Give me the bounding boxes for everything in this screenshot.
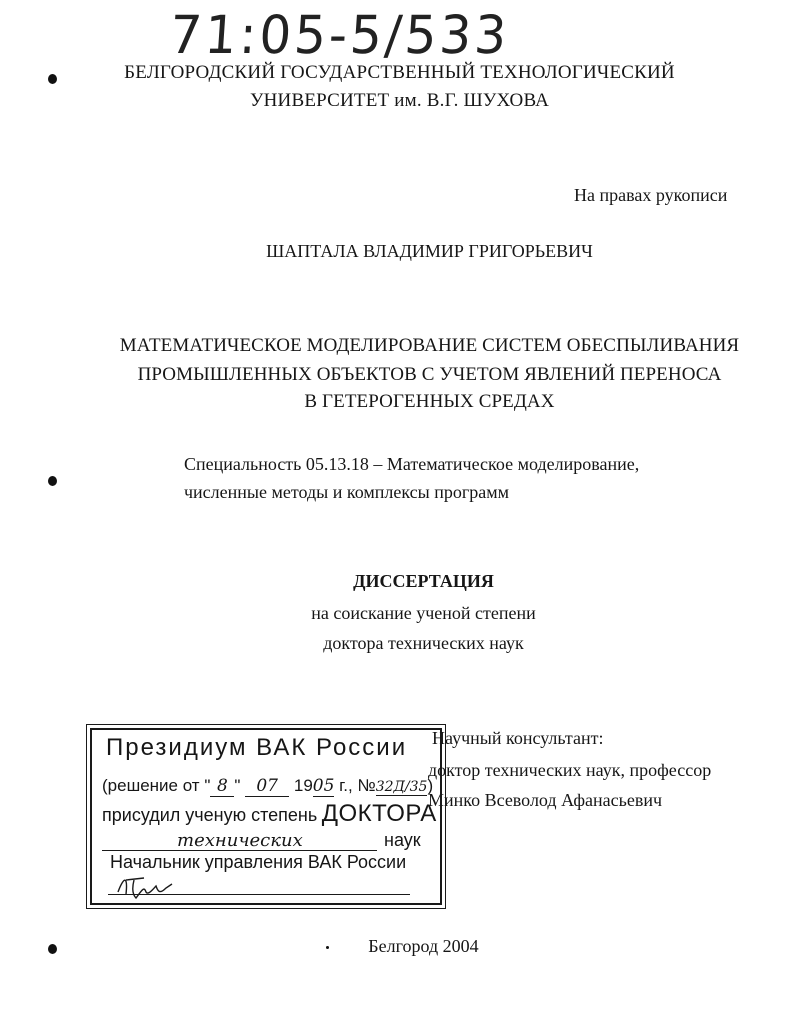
stamp-month: 07 <box>245 776 289 797</box>
thesis-title-line-2: ПРОМЫШЛЕННЫХ ОБЪЕКТОВ С УЧЕТОМ ЯВЛЕНИЙ ПЕРЕНОСА <box>137 364 722 385</box>
stamp-mid-quote: " <box>234 776 241 795</box>
university-name-line-2: УНИВЕРСИТЕТ им. В.Г. ШУХОВА <box>249 90 550 111</box>
specialty-line-1: Специальность 05.13.18 – Математическое моделирование, <box>184 454 640 474</box>
stamp-day: 8 <box>210 776 234 797</box>
stamp-number-prefix: г., № <box>339 776 376 795</box>
author-name: ШАПТАЛА ВЛАДИМИР ГРИГОРЬЕВИЧ <box>266 241 593 261</box>
advisor-name: Минко Всеволод Афанасьевич <box>428 790 663 810</box>
stamp-close: ) <box>427 776 434 795</box>
city-year: Белгород 2004 <box>368 936 479 956</box>
stamp-field-suffix: наук <box>384 830 421 850</box>
advisor-degree: доктор технических наук, профессор <box>428 760 712 780</box>
stamp-chief: Начальник управления ВАК России <box>110 852 407 872</box>
dissertation-degree-line-1: на соискание ученой степени <box>311 603 536 623</box>
stamp-year-prefix: 19 <box>293 776 313 795</box>
advisor-label: Научный консультант: <box>432 728 604 748</box>
dissertation-heading: ДИССЕРТАЦИЯ <box>353 571 494 591</box>
thesis-title-line-1: МАТЕМАТИЧЕСКОЕ МОДЕЛИРОВАНИЕ СИСТЕМ ОБЕСПЫЛИВАНИЯ <box>119 335 740 356</box>
stamp-title: Президиум ВАК России <box>106 734 408 761</box>
stamp-decision-prefix: (решение от " <box>102 776 211 795</box>
signature-icon <box>114 872 194 902</box>
punch-hole-icon <box>48 74 57 84</box>
stamp-degree: ДОКТОРА <box>321 800 437 827</box>
stamp-signature-underline <box>108 894 410 895</box>
stamp-awarded-text: присудил ученую степень <box>102 805 318 825</box>
registry-number: 71:05-5/533 <box>167 4 512 66</box>
university-name-line-1: БЕЛГОРОДСКИЙ ГОСУДАРСТВЕННЫЙ ТЕХНОЛОГИЧЕСКИЙ <box>124 62 675 83</box>
stamp-decision <box>102 776 433 797</box>
dissertation-degree-line-2: доктора технических наук <box>323 633 524 653</box>
stamp-year-suffix: 05 <box>312 776 335 796</box>
ink-dot-icon <box>326 946 329 949</box>
stamp-field-underline <box>102 850 377 851</box>
punch-hole-icon <box>48 944 57 954</box>
thesis-title-line-3: В ГЕТЕРОГЕННЫХ СРЕДАХ <box>304 391 555 412</box>
vak-stamp <box>90 728 442 905</box>
specialty-line-2: численные методы и комплексы программ <box>184 482 510 502</box>
stamp-number: 32Д/35 <box>375 779 428 795</box>
stamp-field-value: технических <box>177 830 303 851</box>
punch-hole-icon <box>48 476 57 486</box>
manuscript-rights: На правах рукописи <box>574 185 728 205</box>
stamp-awarded <box>102 800 437 828</box>
